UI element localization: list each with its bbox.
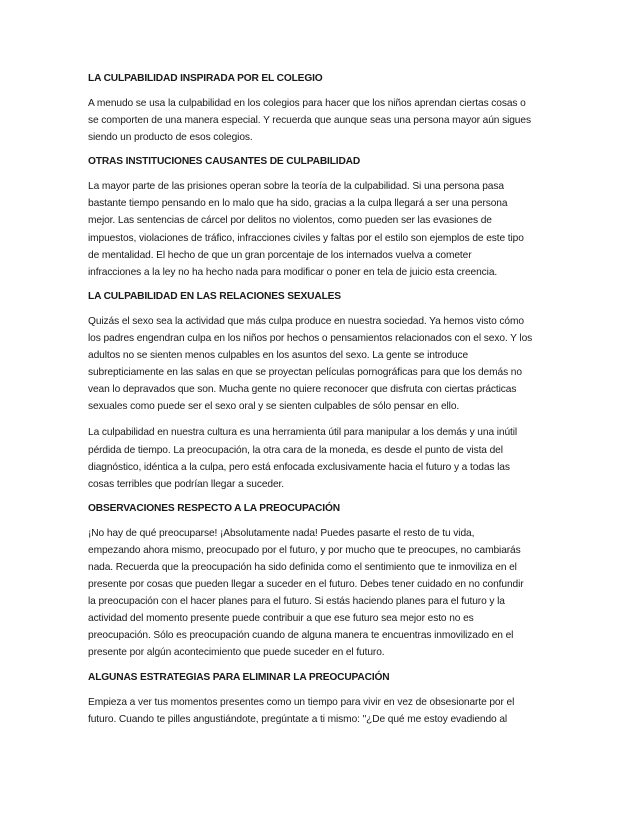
text-line: pérdida de tiempo. La preocupación, la otra cara de la moneda, es desde el punto de vista del — [88, 444, 503, 456]
text-line: se comporten de una manera especial. Y recuerda que aunque seas una persona mayor aún sigues — [88, 115, 531, 127]
section-heading: LA CULPABILIDAD INSPIRADA POR EL COLEGIO — [88, 73, 323, 84]
text-line: adultos no se sienten menos culpables en los asuntos del sexo. La gente se introduce — [88, 350, 469, 362]
text-line: diagnóstico, idéntica a la culpa, pero está enfocada exclusivamente hacia el futuro y a todas las — [88, 461, 510, 473]
text-line: infracciones a la ley no ha hecho nada para modificar o poner en tela de juicio esta creencia. — [88, 266, 498, 278]
text-line: la preocupación con el hacer planes para el futuro. Si estás haciendo planes para el futuro y la — [88, 596, 505, 608]
text-line: siendo un producto de esos colegios. — [88, 132, 253, 144]
text-line: Quizás el sexo sea la actividad que más culpa produce en nuestra sociedad. Ya hemos visto cómo — [88, 315, 524, 327]
body-paragraph — [88, 424, 550, 492]
text-line: subrepticiamente en las salas en que se proyectan películas pornográficas para que los demás no — [88, 367, 522, 379]
text-line: impuestos, violaciones de tráfico, infracciones civiles y faltas por el estilo son ejemplos de este tipo — [88, 232, 524, 244]
body-paragraph — [88, 313, 550, 416]
document-page — [88, 72, 550, 737]
text-line: actividad del momento presente puede contribuir a que ese futuro sea mejor esto no es — [88, 613, 474, 625]
section-heading: ALGUNAS ESTRATEGIAS PARA ELIMINAR LA PREOCUPACIÓN — [88, 671, 390, 683]
section-heading: LA CULPABILIDAD EN LAS RELACIONES SEXUALES — [88, 290, 341, 302]
text-line: A menudo se usa la culpabilidad en los colegios para hacer que los niños aprendan ciertas cosas o — [88, 98, 526, 109]
text-line: La mayor parte de las prisiones operan sobre la teoría de la culpabilidad. Si una persona pasa — [88, 181, 504, 193]
text-line: futuro. Cuando te pilles angustiándote, pregúntate a ti mismo: "¿De qué me estoy evadiendo al — [88, 713, 508, 725]
body-paragraph — [88, 178, 550, 281]
text-line: La culpabilidad en nuestra cultura es una herramienta útil para manipular a los demás y una inútil — [88, 427, 518, 439]
text-line: sexuales como puede ser el sexo oral y se sienten culpables de sólo pensar en ello. — [88, 401, 460, 413]
text-line: presente por cosas que pueden llegar a suceder en el futuro. Debes tener cuidado en no confundir — [88, 579, 524, 591]
text-line: bastante tiempo pensando en lo malo que ha sido, gracias a la culpa llegará a ser una persona — [88, 198, 508, 210]
body-paragraph — [88, 694, 550, 728]
body-paragraph — [88, 525, 550, 662]
text-line: ¡No hay de qué preocuparse! ¡Absolutamente nada! Puedes pasarte el resto de tu vida, — [88, 527, 475, 539]
text-line: Empieza a ver tus momentos presentes como un tiempo para vivir en vez de obsesionarte por el — [88, 696, 515, 708]
text-line: preocupación. Sólo es preocupación cuando de alguna manera te encuentras inmovilizado en el — [88, 630, 514, 642]
text-line: empezando ahora mismo, preocupado por el futuro, y por mucho que te preocupes, no cambiarás — [88, 544, 521, 556]
text-line: los padres engendran culpa en los niños por hechos o pensamientos relacionados con el sexo. Y los — [88, 332, 533, 344]
text-line: vean lo depravados que son. Mucha gente no quiere reconocer que disfruta con ciertas prácticas — [88, 384, 517, 396]
text-line: mejor. Las sentencias de cárcel por delitos no violentos, como pueden ser las evasiones de — [88, 215, 492, 227]
text-line: presente por algún acontecimiento que puede suceder en el futuro. — [88, 647, 385, 659]
body-paragraph — [88, 95, 550, 146]
text-line: de mentalidad. El hecho de que un gran porcentaje de los internados vuelva a cometer — [88, 249, 472, 261]
section-heading: OTRAS INSTITUCIONES CAUSANTES DE CULPABILIDAD — [88, 156, 361, 168]
section-heading: OBSERVACIONES RESPECTO A LA PREOCUPACIÓN — [88, 502, 340, 514]
text-line: nada. Recuerda que la preocupación ha sido definida como el sentimiento que te inmoviliza en el — [88, 561, 517, 573]
text-line: cosas terribles que podrían llegar a suceder. — [88, 478, 284, 490]
